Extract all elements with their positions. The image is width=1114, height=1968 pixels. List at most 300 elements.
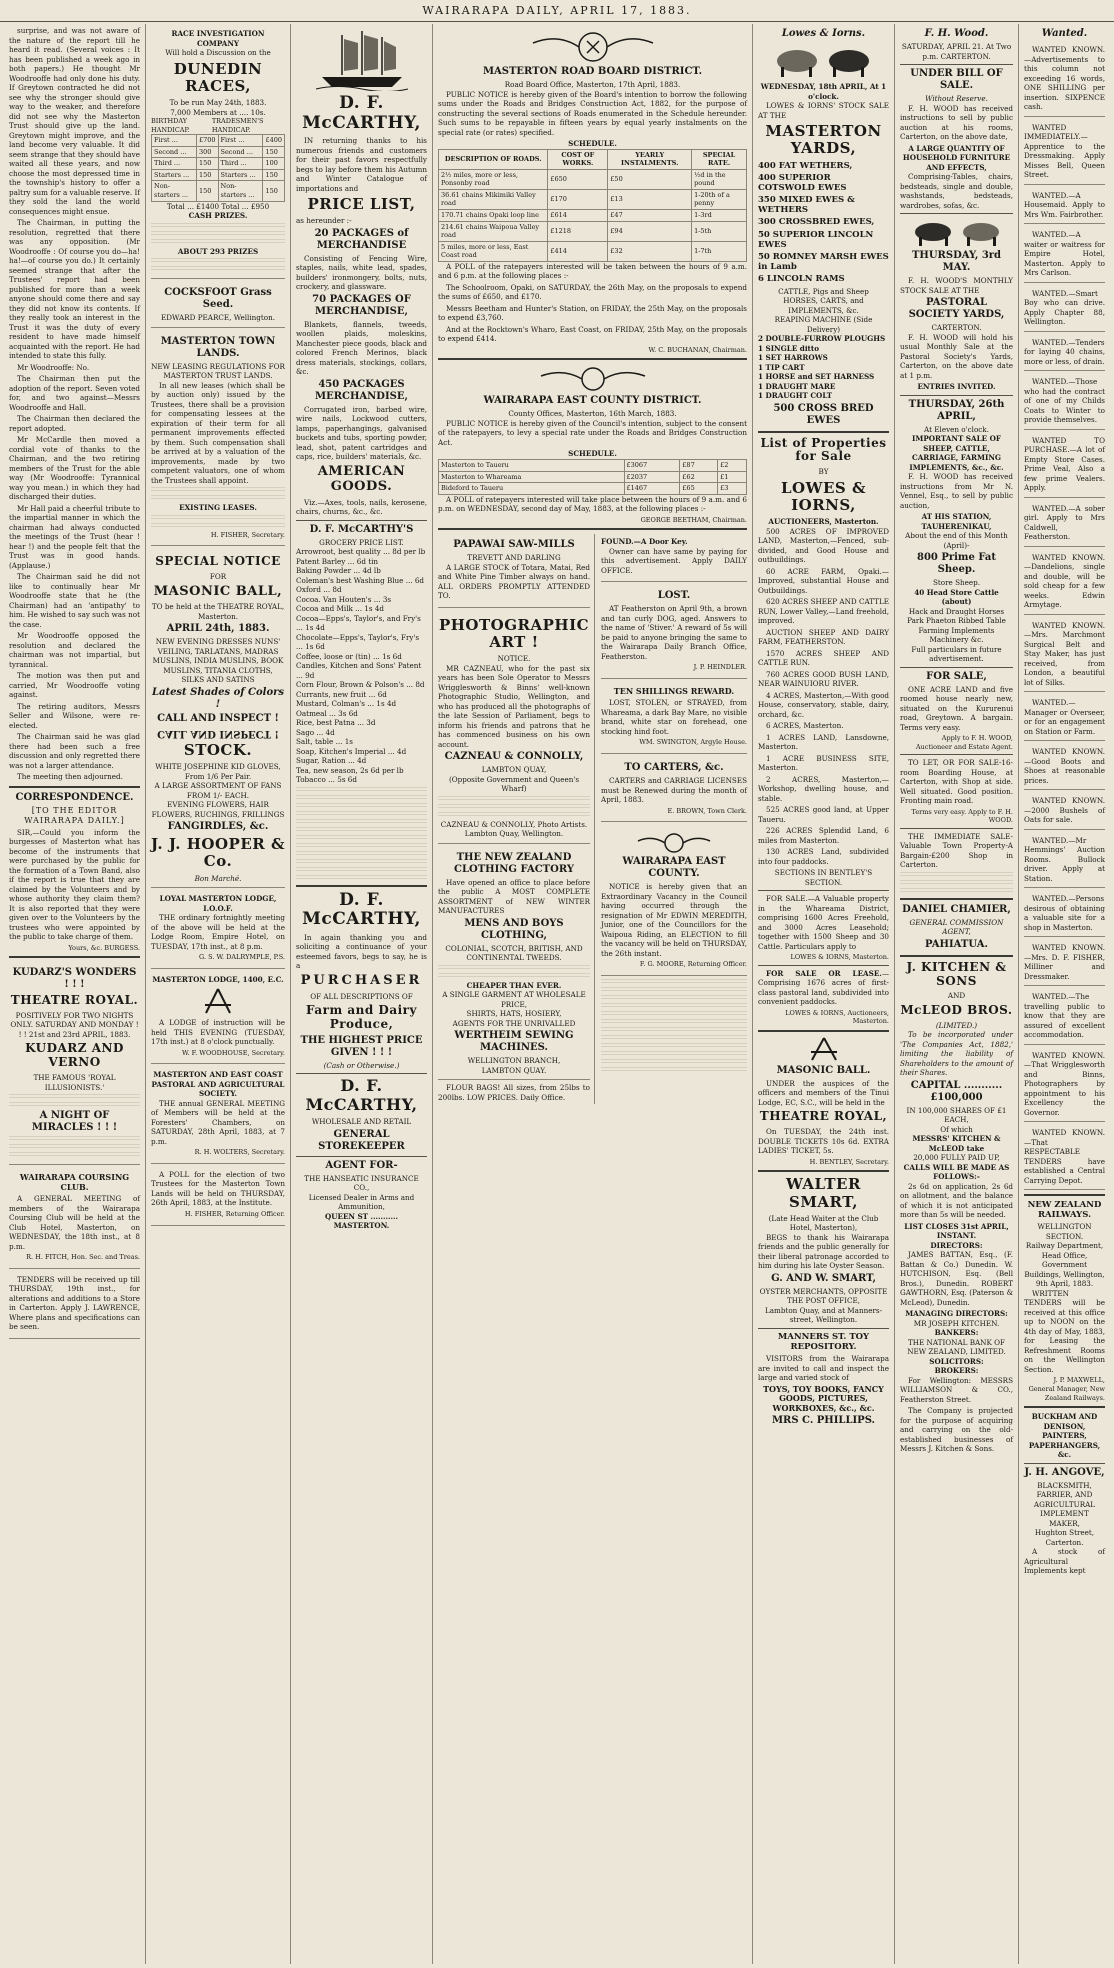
special-title: SPECIAL NOTICE: [155, 554, 281, 569]
road-place: The Schoolroom, Opaki, on SATURDAY, the 26th May, on the proposals to expend the sums of £650, and £170.: [438, 282, 747, 302]
pastoral-body: THE annual GENERAL MEETING of Members will be held at the Foresters' Chambers, on SATURDAY, 28th April, 1883, at 7 p.m.: [151, 1098, 285, 1146]
package-3-body: Corrugated iron, barbed wire, wire nails, Lockwood cutters, lamps, paperhangings, galvanised buckets and tubs, sporting powder, lead, shot, patent cartridges and caps, rice, builders' materials, &c.: [296, 404, 427, 462]
lodge-body: A LODGE of instruction will be held THIS EVENING (TUESDAY, 17th inst.) at 8 o'clock punctually.: [151, 1018, 285, 1047]
company-note: The Company is projected for the purpose of acquiring and carrying on the old-established businesses of Messrs J. Kitchen & Sons.: [900, 1406, 1013, 1454]
mtl-body: In all new leases (which shall be by auction only) issued by the Trustees, there shall be a provision for compensating lessees at the expiration of their term for all permanent improvements effected by them. Such compensation shall be arrived at by a valuation of the improvements, made by two competent valuators, one of whom the Trustees shall appoint.: [151, 380, 285, 485]
grocery-list: [296, 547, 427, 785]
and: AND: [947, 991, 966, 1001]
bankers: BANKERS:: [934, 1328, 979, 1338]
carters-body: CARTERS and CARRIAGE LICENSES must be Renewed during the month of April, 1883.: [601, 776, 747, 804]
correspondence-sign: Yours, &c. BURGESS.: [68, 943, 140, 952]
mon-title: CAZNEAU & CONNOLLY, Photo Artists.: [440, 819, 588, 829]
list-item: WANTED KNOWN.—Good Boots and Shoes at reasonable prices.: [1024, 744, 1105, 790]
wood-body: F. H. WOOD will hold his usual Monthly Sale at the Pastoral Society's Yards, Carterton, on the above date at 1 p.m.: [900, 332, 1013, 380]
kudarz-title: KUDARZ'S WONDERS ! ! !: [12, 967, 137, 991]
lost-title: LOST.: [657, 590, 691, 602]
limited: (LIMITED.): [935, 1020, 978, 1030]
solicitors: SOLICITORS:: [929, 1356, 984, 1366]
reward-sign: WM. SWINGTON, Argyle House.: [639, 738, 747, 747]
gw-sub: OYSTER MERCHANTS, OPPOSITE THE POST OFFICE,: [759, 1286, 888, 1306]
wood-body-2: F. H. WOOD has received instructions from Mr N. Vennel, Esq., to sell by public auction,: [900, 472, 1013, 510]
list-item: Cocoa—Epps's, Taylor's, and Fry's ... 1s 4d: [296, 613, 421, 633]
list-item: 1 DRAUGHT MARE: [758, 381, 836, 391]
list-item: 1 TIP CART: [758, 362, 805, 372]
of-which: Of which: [940, 1124, 973, 1134]
walter-sub: (Late Head Waiter at the Club Hotel, Masterton),: [768, 1213, 879, 1233]
thursday-2: THURSDAY, 26th APRIL,: [908, 398, 1005, 422]
cash-note: (Cash or Otherwise.): [323, 1060, 400, 1070]
race-table: [151, 134, 285, 201]
gw-addr: Lambton Quay, and at Manners-street, Wellington.: [764, 1305, 883, 1325]
nzr-sign: J. P. MAXWELL, General Manager, New Zealand Railways.: [1028, 1376, 1105, 1402]
table-row: Second ... 300 Second ... 150: [152, 146, 285, 158]
cocksfoot-by: EDWARD PEARCE, Wellington.: [161, 313, 275, 323]
lowes-header: Lowes & Iorns.: [781, 28, 866, 39]
found-ad: [601, 534, 747, 582]
list-item: 2 DOUBLE-FURROW PLOUGHS: [758, 334, 886, 344]
table-row: Starters ... 150 Starters ... 150: [152, 169, 285, 181]
coat-of-arms-icon: [634, 831, 714, 853]
race-big: DUNEDIN RACES,: [173, 59, 263, 95]
highest-price: THE HIGHEST PRICE GIVEN ! ! !: [300, 1034, 423, 1058]
wec-body: PUBLIC NOTICE is hereby given of the Council's intention, subject to the consent of the ratepayers, to levy a special rate under the Roads and Bridges Construction Act.: [438, 418, 747, 447]
paragraph: surprise, and was not aware of the nature of the report till he heard it read. (Several voices : It has been published a week ago in both papers.) He thought Mr Woodrooffe had only done his duty. If Greytown contracted he did not see why the stronger should give way to the weaker, and therefore did not see why the Masterton Trust should give up the land. Greytown might improve, and the land become very valuable. It did seem strange that they should have waited all these years, and now choose the most depressed time in the township's history to offer a paltry sum for a valuable reserve. If they sold the land the world consequences might ensue.: [9, 26, 140, 216]
table-row: 214.61 chains Waipoua Valley road £1218 £94 1-5th: [439, 221, 747, 241]
lowes-body: LOWES & IORNS' STOCK SALE AT THE: [758, 101, 889, 120]
directors: DIRECTORS:: [930, 1240, 983, 1250]
ewes: 800 Prime Fat Sheep.: [916, 552, 997, 575]
wec2-body: NOTICE is hereby given that an Extraordinary Vacancy in the Council having occurred through the resignation of Mr EDWIN MEREDITH, Junior, one of the Councillors for the Waipoua Riding, an ELECTION to fill the vacancy will be held on THURSDAY, the 26th instant.: [601, 882, 747, 958]
list-item: Coleman's best Washing Blue ... 6d: [296, 575, 425, 585]
flour-ad: FLOUR BAGS! All sizes, from 25lbs to 200lbs. LOW PRICES. Daily Office.: [438, 1083, 590, 1102]
list-item: Tea, new season, 2s 6d per lb: [296, 765, 404, 775]
list-item: Chocolate—Epps's, Taylor's, Fry's ... 1s 6d: [296, 632, 420, 652]
for-sale: FOR SALE,: [926, 670, 987, 682]
head: 40 Head Store Cattle (about): [914, 587, 999, 606]
road-body: PUBLIC NOTICE is hereby given of the Board's intention to borrow the following sums under the Roads and Bridges Construction Act, 1882, for the purpose of constructing the several sections of Roads enumerated in the Schedule hereunder. Such sums to be repayable in fifteen years by equal yearly instalments on the special rate (or rates) specified.: [438, 89, 747, 137]
coursing-body: A GENERAL MEETING of members of the Wairarapa Coursing Club will be held at the Club Hotel, Masterton, on WEDNESDAY, the 18th inst., at 8 p.m.: [9, 1194, 140, 1251]
props-list: [758, 527, 889, 867]
hanseatic: THE HANSEATIC INSURANCE CO.,: [304, 1173, 419, 1193]
cocksfoot-title: COCKSFOOT Grass Seed.: [164, 287, 272, 311]
lost-sign: J. P. HEINDLER.: [693, 663, 747, 672]
wholesale: WHOLESALE AND RETAIL: [311, 1117, 412, 1127]
nz-agents: AGENTS FOR THE UNRIVALLED: [452, 1018, 576, 1028]
column-4-right: [601, 534, 747, 1104]
thursday: THURSDAY, 3rd MAY.: [911, 250, 1002, 273]
nzr-addr: Railway Department, Head Office, Government Buildings, Wellington, 9th April, 1883.: [1024, 1241, 1105, 1289]
gw-smart: G. AND W. SMART,: [771, 1272, 876, 1284]
kudarz-sub: THE FAMOUS 'ROYAL ILLUSIONISTS.': [33, 1073, 116, 1092]
wec-poll: A POLL of ratepayers interested will take place between the hours of 9 a.m. and 6 p.m. on WEDNESDAY, second day of May, 1883, at the following places :-: [438, 494, 747, 514]
loyal-sign: G. S. W. DALRYMPLE, P.S.: [199, 953, 285, 962]
list-item: 50 ROMNEY MARSH EWES in Lamb: [758, 252, 889, 273]
hooper: J. J. HOOPER & Co.: [151, 835, 286, 871]
compass-square-icon: [201, 987, 235, 1015]
kudarz-ad: [9, 962, 140, 1165]
race-title: RACE INVESTIGATION COMPANY: [171, 29, 265, 48]
nz-body: Have opened an office to place before the public A MOST COMPLETE ASSORTMENT of NEW WINTER MANUFACTURES: [438, 877, 590, 916]
lease-body: —Comprising 1676 acres of first-class pastoral land, subdivided into convenient paddocks.: [758, 968, 889, 1007]
managing: MANAGING DIRECTORS:: [905, 1309, 1008, 1319]
road-schedule: SCHEDULE.: [568, 139, 617, 148]
list-item: Tobacco ... 5s 6d: [296, 775, 357, 785]
table-row: Third ... 150 Third ... 100: [152, 158, 285, 170]
lodge-sign: W. F. WOODHOUSE, Secretary.: [181, 1048, 285, 1057]
race-prizes: ABOUT 293 PRIZES: [177, 246, 259, 256]
lodge-title: MASTERTON LODGE, 1400, E.C.: [152, 974, 284, 984]
lease-title: FOR SALE OR LEASE.: [766, 968, 882, 978]
column-1: [4, 24, 146, 1964]
reward-body: LOST, STOLEN, or STRAYED, from Whareama, a dark Bay Mare, no visible brand, white star on forehead, one stocking hind foot.: [601, 698, 747, 736]
list-item: 350 MIXED EWES & WETHERS: [758, 195, 855, 216]
pastoral-ad: [151, 1067, 285, 1164]
flowers: EVENING FLOWERS, HAIR FLOWERS, RUCHINGS, FRILLINGS: [151, 800, 285, 819]
paragraph: The Chairman said he was glad there had been such a free discussion and only regretted there was not a larger attendance.: [9, 732, 140, 770]
sailing-ship-icon: [312, 29, 412, 91]
list-item: WANTED TO PURCHASE.—A lot of Empty Store Cases. Prime Veal, Also a few prime Vealers. Apply.: [1024, 433, 1105, 498]
wec2-ad: [601, 825, 747, 976]
list-item: 1 DRAUGHT COLT: [758, 391, 833, 401]
fangirdles: FANGIRDLES, &c.: [167, 821, 269, 833]
american-body: Viz.—Axes, tools, nails, kerosene, chairs, churns, &c., &c.: [296, 497, 427, 517]
cocksfoot-ad: [151, 282, 285, 328]
table-row: 36.61 chains Mikimiki Valley road £170 £13 1-20th of a penny: [439, 189, 747, 209]
messrs: MESSRS' KITCHEN & McLEOD take: [912, 1134, 1001, 1153]
list-item: 1 ACRES LAND, Lansdowne, Masterton.: [758, 732, 889, 752]
list-closes: LIST CLOSES 31st APRIL, INSTANT.: [904, 1221, 1009, 1241]
livestock-icon: [769, 43, 879, 79]
photo-opp: (Opposite Government and Queen's Wharf): [448, 774, 580, 794]
farm-dairy: Farm and Dairy Produce,: [306, 1003, 417, 1032]
nzr-body: WRITTEN TENDERS will be received at this office up to NOON on the 4th day of May, 1883, for Leasing the Refreshment Rooms on the Wellington Section.: [1024, 1288, 1105, 1374]
particulars: Full particulars in future advertisement.: [911, 644, 1002, 663]
kitchen: J. KITCHEN & SONS: [906, 959, 1007, 988]
found-body: Owner can have same by paying for this advertisement. Apply DAILY OFFICE.: [601, 546, 747, 575]
shares-body: 20,000 FULLY PAID UP,: [913, 1153, 1000, 1163]
paragraph: The motion was then put and carried, Mr Woodrooffe voting against.: [9, 671, 140, 699]
theatre-sign: H. BENTLEY, Secretary.: [809, 1157, 889, 1166]
list-item: 400 SUPERIOR COTSWOLD EWES: [758, 172, 847, 193]
coat-of-arms-icon: [523, 29, 663, 63]
entries: ENTRIES INVITED.: [917, 382, 996, 391]
table-row: Bideford to Taueru £1467 £65 £3: [439, 483, 747, 495]
list-item: WANTED.—A Housemaid. Apply to Mrs Wm. Fairbrother.: [1024, 188, 1105, 225]
angove-sub: BLACKSMITH, FARRIER, AND AGRICULTURAL IMPLEMENT MAKER,: [1033, 1480, 1096, 1528]
mccarthy-thanks-2: In again thanking you and soliciting a continuance of your esteemed favors, begs to say, he is a: [296, 932, 427, 971]
photo-title: PHOTOGRAPHIC ART !: [438, 615, 590, 651]
mon-addr: Lambton Quay, Wellington.: [464, 829, 564, 839]
nz-single: A SINGLE GARMENT AT WHOLESALE PRICE,: [442, 990, 586, 1009]
package-1-body: Consisting of Fencing Wire, staples, nails, white lead, spades, builders' ironmongery, bolts, nuts, crockery, and glassware.: [296, 253, 427, 292]
table-row: First ... £700 First ... £400: [152, 135, 285, 147]
road-poll: A POLL of the ratepayers interested will be taken between the hours of 9 a.m. and 6 p.m. at the following places :-: [438, 261, 747, 281]
list-item: Coffee, loose or (tin) ... 1s 6d: [296, 651, 402, 661]
list-item: 60 ACRE FARM, Opaki.—Improved, substantial House and Outbuildings.: [758, 566, 889, 595]
road-title: MASTERTON ROAD BOARD DISTRICT.: [482, 66, 703, 77]
list-item: WANTED.—A sober girl. Apply to Mrs Caldwell, Featherston.: [1024, 501, 1105, 547]
table-row: 5 miles, more or less, East Coast road £414 £32 1-7th: [439, 241, 747, 261]
mtl-sign: H. FISHER, Secretary.: [210, 530, 285, 539]
carters-title: TO CARTERS, &c.: [624, 762, 724, 773]
list-item: Cocoa and Milk ... 1s 4d: [296, 604, 385, 614]
list-item: 50 SUPERIOR LINCOLN EWES: [758, 229, 874, 250]
purchaser: PURCHASER: [300, 972, 423, 988]
list-item: AUCTION SHEEP AND DAIRY FARM, FEATHERSTON.: [758, 627, 889, 647]
list-item: Currants, new fruit ... 6d: [296, 689, 387, 699]
daniel-sub: GENERAL COMMISSION AGENT,: [909, 917, 1004, 937]
mccarthy-name: D. F. McCARTHY,: [302, 93, 421, 133]
paragraph: Mr Woodrooffe: No.: [17, 362, 90, 372]
poll-sign: H. FISHER, Returning Officer.: [184, 1209, 285, 1218]
mrs-phillips: MRS C. PHILLIPS.: [771, 1415, 876, 1427]
mccarthy-name-3: D. F. McCARTHY,: [305, 1076, 418, 1114]
list-item: Cocoa. Van Houten's ... 3s: [296, 594, 392, 604]
column-7: [1019, 24, 1110, 1964]
stock: STOCK.: [183, 740, 253, 759]
reward-ad: [601, 682, 747, 754]
daniel: DANIEL CHAMIER,: [902, 903, 1011, 915]
nz-list: COLONIAL, SCOTCH, BRITISH, AND CONTINENTAL TWEEDS.: [445, 943, 583, 963]
list-item: Corn Flour, Brown & Polson's ... 8d: [296, 680, 425, 690]
angove: J. H. ANGOVE,: [1024, 1466, 1105, 1478]
road-table: [438, 149, 747, 262]
kudarz-names: KUDARZ AND VERNO: [25, 1041, 124, 1070]
race-sub: Will hold a Discussion on the: [165, 48, 271, 57]
list-item: Candles, Kitchen and Sons' Patent ... 9d: [296, 661, 422, 680]
paragraph: The retiring auditors, Messrs Seller and Wilsone, were re-elected.: [9, 701, 140, 730]
table-row: Masterton to Whareama £2037 £62 £1: [439, 471, 747, 483]
compass-square-icon: [807, 1036, 841, 1062]
lowes-date: WEDNESDAY, 18th APRIL, At 1 o'clock.: [760, 82, 887, 101]
visitors: VISITORS from the Wairarapa are invited to call and inspect the large and varied stock of: [758, 1354, 889, 1383]
ball-list: NEW EVENING DRESSES NUNS' VEILING, TARLATANS, MADRAS MUSLINS, INDIA MUSLINS, BOOK MUSLINS, TITANIA CLOTHS, SILKS AND SATINS: [152, 637, 284, 685]
column-4-left: [438, 534, 595, 1104]
lost-ad: [601, 585, 747, 679]
wec-sign: GEORGE BEETHAM, Chairman.: [640, 515, 747, 524]
wec-schedule: SCHEDULE.: [568, 449, 617, 459]
queens-st: QUEEN ST ........... MASTERTON.: [324, 1211, 399, 1231]
paragraph: Mr Hall paid a cheerful tribute to the impartial manner in which the chairman had always conducted the meetings of the Trust (hear ! hear !) and the people felt that the Trust was in good hands. (Applause.): [9, 503, 140, 570]
package-2-body: Blankets, flannels, tweeds, woollen plaids, moleskins, Manchester piece goods, black and colored French Merinos, black dress materials, stockings, collars, &c.: [296, 319, 427, 377]
race-members: 7,000 Members at .... 10s.: [170, 107, 266, 117]
bill-body: F. H. WOOD has received instructions to sell by public auction at his rooms, Carterton, on the above date,: [900, 103, 1013, 141]
mccarthy-intro: IN returning thanks to his numerous friends and customers for their past favors respectfully begs to lay before them his Autumn and Winter Catalogue of importations and: [296, 136, 427, 193]
race-date: To be run May 24th, 1883.: [169, 98, 267, 107]
list-item: WANTED.—Mr Hemmings' Auction Rooms. Bullock driver. Apply at Station.: [1024, 833, 1105, 889]
stock-body: WHITE JOSEPHINE KID GLOVES, From 1/6 Per Pair.: [155, 762, 281, 781]
call-title: CALL AND INSPECT !: [157, 712, 279, 724]
masonic-lodge-ad: [151, 972, 285, 1065]
list-item: 4 ACRES, Masterton,—With good House, conservatory, stable, dairy, orchard, &c.: [758, 690, 889, 719]
general-storekeeper: GENERAL STOREKEEPER: [318, 1128, 405, 1152]
list-item: Baking Powder ... 4d lb: [296, 566, 381, 576]
list-item: 1 HORSE and SET HARNESS: [758, 372, 875, 382]
as-follows: as hereunder :-: [296, 216, 352, 226]
paragraph: The Chairman then put the adoption of the report. Seven voted for, and two against—Messrs Woodrooffe and Hall.: [9, 374, 140, 412]
calls: CALLS WILL BE MADE AS FOLLOWS:-: [903, 1162, 1010, 1182]
capital: CAPITAL ........... £100,000: [910, 1079, 1003, 1103]
paragraph: The Chairman, in putting the resolution, regretted that there was any opposition. (Mr Woodrooffe : Of course you do—ha! ha!—of course you do.) It certainly seemed strange that after the Trustees' report had been published for more than a week anyone should come there and say they did not know its contents. If they really took an interest in the Trust it was the duty of every resident to have made himself acquainted with the report. He had intended to state this fully.: [9, 218, 140, 360]
lost-body: AT Featherston on April 9th, a brown and tan curly DOG, aged. Answers to the name of 'Stiver.' A reward of 5s will be paid to anyone bringing the same to the Wairarapa Daily Branch Office, Featherston.: [601, 604, 747, 661]
chaise: Hack and Draught Horses Park Phaeton Ribbed Table Farming Implements Machinery &c.: [907, 606, 1006, 644]
for-sale-body: ONE ACRE LAND and five roomed house nearly new, situated on the Kururenui road, Greytown. A bargain. Terms very easy.: [900, 684, 1013, 732]
price-list-title: PRICE LIST,: [307, 195, 416, 214]
theatre-body: On TUESDAY, the 24th inst. DOUBLE TICKETS 10s 6d. EXTRA LADIES' TICKET, 5s.: [758, 1127, 889, 1156]
list-item: Arrowroot, best quality ... 8d per lb: [296, 547, 426, 557]
table-row: 2½ miles, more or less, Ponsonby road £650 £50 ½d in the pound: [439, 169, 747, 189]
ball-body: TO be held at the THEATRE ROYAL, Masterton.: [151, 602, 285, 621]
list-item: WANTED.—Smart Boy who can drive. Apply Chapter 88, Wellington.: [1024, 286, 1105, 332]
props-firm: LOWES & IORNS,: [781, 478, 866, 514]
list-item: WANTED IMMEDIATELY.—Apprentice to the Dressmaking. Apply Misses Bell, Queen Street.: [1024, 120, 1105, 185]
coursing-sign: R. H. FITCH, Hon. Sec. and Treas.: [26, 1253, 140, 1262]
carters-ad: [601, 757, 747, 822]
photo-ad: [438, 611, 590, 844]
list-item: 130 ACRES Land, subdivided into four paddocks.: [758, 847, 889, 866]
photo-notice: NOTICE.: [497, 654, 531, 664]
shares: IN 100,000 SHARES OF £1 EACH,: [906, 1105, 1007, 1125]
sections: SECTIONS IN BENTLEY'S SECTION.: [774, 868, 873, 887]
toys: TOYS, TOY BOOKS, FANCY GOODS, PICTURES, WORKBOXES, &c., &c.: [763, 1383, 884, 1413]
reaping: REAPING MACHINE (Side Delivery): [774, 315, 873, 334]
list-item: WANTED KNOWN.—Mrs. Marchmont Surgical Belt and Stay Maker, has just received, from London, a beautiful lot of Silks.: [1024, 618, 1105, 693]
nz-sub: MENS AND BOYS CLOTHING,: [464, 917, 564, 941]
list-item: 1 SET HARROWS: [758, 353, 828, 363]
poll-ad: [151, 1167, 285, 1226]
mcleod: McLEOD BROS.: [900, 1002, 1013, 1017]
column-4: [433, 24, 753, 1964]
bill-sub: Without Reserve.: [925, 94, 988, 103]
kudarz-dates: POSITIVELY FOR TWO NIGHTS ONLY. SATURDAY AND MONDAY ! ! ! 21st and 23rd APRIL, 1883.: [10, 1010, 139, 1039]
assort: A LARGE QUANTITY OF HOUSEHOLD FURNITURE AND EFFECTS,: [902, 143, 1011, 172]
mccarthy-name-2: D. F. McCARTHY,: [302, 889, 421, 930]
bill-title: UNDER BILL OF SALE.: [910, 68, 1003, 91]
wec2-sign: F. G. MOORE, Returning Officer.: [639, 960, 747, 969]
lease-sign: LOWES & IORNS, Auctioneers, Masterton.: [785, 1008, 889, 1026]
pahiatua: PAHIATUA.: [925, 938, 988, 950]
horses: HORSES, CARTS, and IMPLEMENTS, &c.: [783, 296, 864, 315]
photo-place: LAMBTON QUAY,: [481, 765, 547, 775]
package-3: 450 PACKAGES MERCHANDISE,: [315, 378, 408, 402]
brokers: BROKERS:: [934, 1366, 979, 1376]
nz-shirts: SHIRTS, HATS, HOSIERY,: [466, 1009, 562, 1019]
town-lands-ad: [151, 331, 285, 547]
masonic-body: UNDER the auspices of the officers and members of the Tinui Lodge, EC, S.C., will be held in the: [758, 1078, 889, 1107]
to-let: TO LET, OR FOR SALE-16-room Boarding House, at Carterton, with Shop at side. Well situated. Good position. Fronting main road.: [900, 758, 1013, 806]
wood-header: F. H. Wood.: [924, 28, 989, 39]
walter: WALTER SMART,: [786, 1175, 861, 1211]
mtl-sub: NEW LEASING REGULATIONS FOR MASTERTON TRUST LANDS.: [151, 361, 285, 381]
livestock-icon: [907, 217, 1007, 247]
found-title: FOUND.—A Door Key.: [601, 537, 688, 547]
ball-title: MASONIC BALL,: [153, 583, 283, 599]
package-2: 70 PACKAGES OF MERCHANDISE,: [312, 293, 411, 317]
list-item: WANTED KNOWN.—That Wrigglesworth and Binns, Photographers by appointment to his Excellency the Governor.: [1024, 1048, 1105, 1123]
table-header: DESCRIPTION OF ROADS. COST OF WORKS. YEARLY INSTALMENTS. SPECIAL RATE.: [439, 149, 747, 169]
reg: To be incorporated under 'The Companies Act, 1882,' limiting the liability of Shareholders to the amount of their Shares.: [900, 1030, 1013, 1078]
thursday-2-time: At Eleven o'clock.: [924, 424, 989, 434]
props-auct: AUCTIONEERS, Masterton.: [768, 517, 879, 527]
coursing-title: WAIRARAPA COURSING CLUB.: [19, 1172, 130, 1192]
list-item: 6 ACRES, Masterton.: [766, 721, 844, 731]
tenders-body: TENDERS will be received up till THURSDAY, 19th inst., for alterations and additions to a Store in Carterton. Apply J. LAWRENCE, Where plans and specifications can be seen.: [9, 1274, 140, 1332]
list-item: Oatmeal ... 3s 6d: [296, 708, 358, 718]
station: AT HIS STATION, TAUHERENIKAU,: [921, 512, 992, 531]
grocery-title: D. F. McCARTHY'S: [309, 523, 414, 535]
column-5: [753, 24, 895, 1964]
station-sub: About the end of this Month (April)-: [905, 531, 1008, 550]
reward-title: TEN SHILLINGS REWARD.: [613, 685, 735, 696]
list-item: WANTED.—Manager or Overseer, or for an engagement on Station or Farm.: [1024, 695, 1105, 741]
race-h1: BIRTHDAY HANDICAP.: [151, 117, 190, 134]
list-item: WANTED KNOWN.—That RESPECTABLE TENDERS have established a Central Carrying Depot.: [1024, 1125, 1105, 1190]
wec-title: WAIRARAPA EAST COUNTY DISTRICT.: [483, 395, 702, 407]
race-cash: CASH PRIZES.: [188, 211, 248, 221]
sawmill-body: A LARGE STOCK of Totara, Matai, Red and White Pine Timber always on hand. ALL ORDERS PROMPTLY ATTENDED TO.: [438, 562, 590, 601]
manners: MANNERS ST. TOY REPOSITORY.: [777, 1331, 870, 1352]
race-totals: Total ... £1400 Total ... £950: [166, 201, 270, 211]
apply: Apply to F. H. WOOD, Auctioneer and Estate Agent.: [915, 734, 1013, 751]
list-item: WANTED.—Tenders for laying 40 chains, more or less, of drain.: [1024, 335, 1105, 372]
list-item: 760 ACRES GOOD BUSH LAND, NEAR WAINUIORU RIVER.: [758, 669, 889, 689]
terms: Terms very easy. Apply to F. H. WOOD.: [911, 807, 1013, 825]
of-all: OF ALL DESCRIPTIONS OF: [310, 991, 413, 1001]
cattle: CATTLE, Pigs and Sheep: [778, 286, 869, 296]
list-item: 300 CROSSBRED EWES,: [758, 217, 875, 228]
sawmill-title: PAPAWAI SAW-MILLS: [453, 539, 575, 551]
brokers-body: For Wellington: MESSRS WILLIAMSON & CO., Featherston Street.: [900, 1375, 1013, 1404]
list-item: WANTED.—Those who had the contract of one of my Childs Coats to Winter to provide themselves.: [1024, 374, 1105, 430]
list-item: Oxford ... 8d: [296, 585, 342, 595]
tenders-ad: [9, 1272, 140, 1339]
implements-list: [758, 334, 889, 401]
road-sub: Road Board Office, Masterton, 17th April, 1883.: [504, 80, 681, 89]
wanted-list: [1024, 42, 1105, 1190]
theatre: THEATRE ROYAL,: [759, 1109, 888, 1124]
latest: Latest Shades of Colors !: [151, 686, 285, 710]
nz-branch: WELLINGTON BRANCH,: [467, 1056, 561, 1066]
sawmill-ad: [438, 534, 590, 608]
list-item: 1570 ACRES SHEEP AND CATTLE RUN.: [758, 648, 889, 668]
table-row: 170.71 chains Opaki loop line £614 £47 1-3rd: [439, 209, 747, 221]
list-item: 226 ACRES Splendid Land, 6 miles from Masterton.: [758, 826, 889, 845]
ball-date: APRIL 24th, 1883.: [166, 623, 270, 635]
pastoral-yards: PASTORAL SOCIETY YARDS,: [908, 297, 1005, 320]
masthead: WAIRARAPA DAILY, APRIL 17, 1883.: [0, 0, 1114, 22]
column-2: [146, 24, 291, 1964]
masonic-title: MASONIC BALL.: [776, 1064, 871, 1076]
nz-quay: LAMBTON QUAY.: [481, 1065, 547, 1075]
list-item: WANTED KNOWN.—Advertisements to this column not exceeding 16 words, ONE SHILLING per insertion. SIXPENCE cash.: [1024, 42, 1105, 117]
list-item: Sugar, Ration ... 4d: [296, 756, 367, 766]
wanted-header: Wanted.: [1041, 28, 1088, 39]
wood-date: SATURDAY, APRIL 21. At Two p.m. CARTERTON.: [901, 42, 1012, 61]
bankers-body: THE NATIONAL BANK OF NEW ZEALAND, LIMITED.: [907, 1337, 1006, 1357]
newspaper-page: [4, 24, 1110, 1964]
road-sign: W. C. BUCHANAN, Chairman.: [648, 345, 747, 354]
sawmill-names: TREVETT AND DARLING: [467, 553, 561, 563]
agent-for: AGENT FOR-: [325, 1159, 398, 1171]
table-row: Masterton to Taueru £3067 £87 £2: [439, 459, 747, 471]
list-item: Rice, best Patna ... 3d: [296, 718, 376, 728]
poll-body: A POLL for the election of two Trustees for the Masterton Town Lands will be held on THURSDAY, 26th April, 1883, at the Institute.: [151, 1169, 285, 1208]
important: IMPORTANT SALE OF SHEEP, CATTLE, CARRIAGE, FARMING IMPLEMENTS, &c., &c.: [909, 434, 1004, 472]
wec-sub: County Offices, Masterton, 16th March, 1883.: [508, 409, 677, 419]
grocery-sub: GROCERY PRICE LIST.: [319, 537, 404, 547]
list-item: Salt, table ... 1s: [296, 737, 353, 747]
kudarz-night: A NIGHT OF MIRACLES ! ! !: [31, 1110, 118, 1134]
